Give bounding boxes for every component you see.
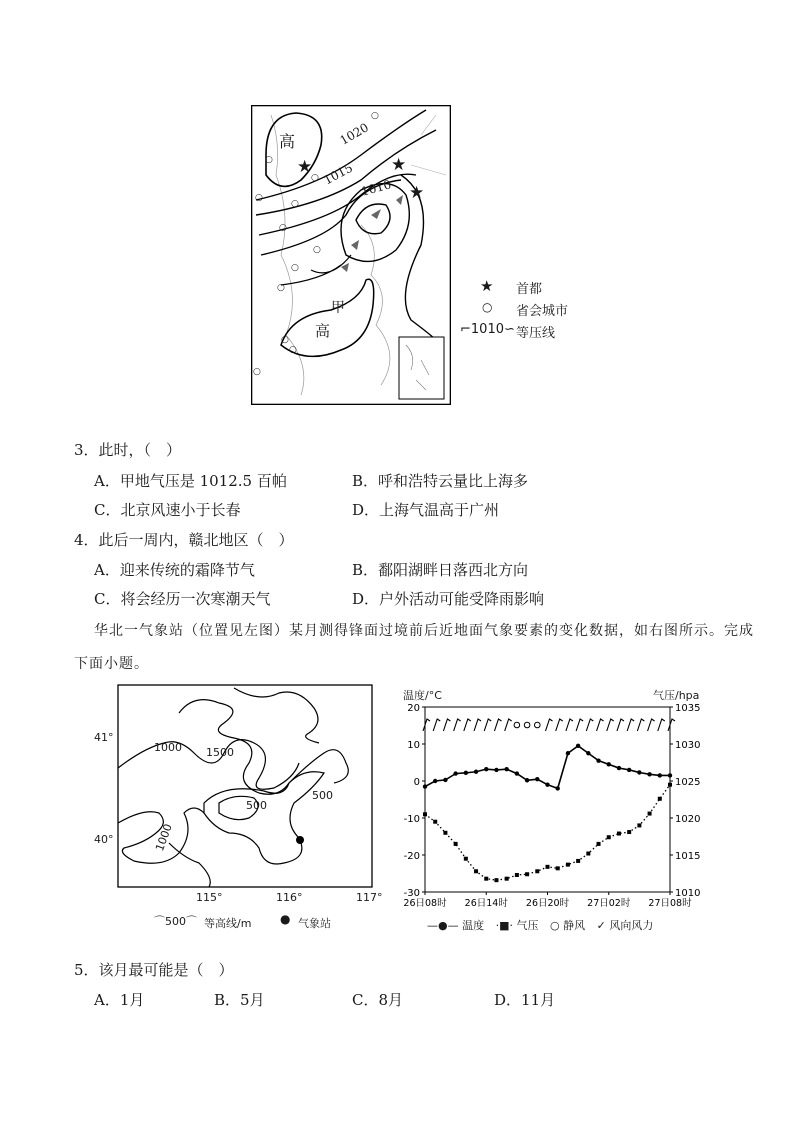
question-3-option-d[interactable]: D．上海气温高于广州 <box>352 501 500 519</box>
lon-label-116: 116° <box>276 891 303 904</box>
city-circle-icon: ○ <box>313 245 321 255</box>
temperature-point <box>484 767 488 771</box>
pressure-point <box>658 797 662 801</box>
left-axis-tick-label: -20 <box>403 851 420 862</box>
x-axis-tick-label: 27日08时 <box>648 898 692 909</box>
isobar-label-1020: 1020 <box>337 120 372 148</box>
city-circle-icon: ○ <box>289 345 297 355</box>
x-axis-tick-label: 27日02时 <box>587 898 631 909</box>
legend-wind-label: 风向风力 <box>609 919 654 932</box>
temperature-point <box>494 768 498 772</box>
pressure-point <box>505 877 509 881</box>
temperature-point <box>617 766 621 770</box>
contour-label-500-a: 500 <box>246 799 267 812</box>
temperature-point <box>556 786 560 790</box>
legend-wind-icon: ✓ <box>596 919 606 932</box>
city-circle-icon: ○ <box>291 199 299 209</box>
temperature-point <box>443 778 447 782</box>
topo-legend-contour-label: 等高线/m <box>204 917 252 930</box>
temperature-point <box>576 744 580 748</box>
temperature-point <box>545 783 549 787</box>
temperature-point <box>668 773 672 777</box>
capital-star-icon: ★ <box>391 155 407 175</box>
capital-star-icon: ★ <box>297 157 313 177</box>
question-5-option-a[interactable]: A．1月 <box>94 991 145 1009</box>
isobar-label-1015: 1015 <box>321 160 356 188</box>
question-5-stem: 5．该月最可能是（ ） <box>74 961 234 979</box>
pressure-point <box>464 857 468 861</box>
question-4-option-c[interactable]: C．将会经历一次寒潮天气 <box>94 590 271 608</box>
legend-star-icon: ★ <box>480 277 494 295</box>
topo-map-figure <box>84 683 384 933</box>
temperature-point <box>566 751 570 755</box>
pressure-point <box>535 869 539 873</box>
temperature-point <box>658 773 662 777</box>
left-axis-tick-label: 0 <box>413 777 420 788</box>
temperature-point <box>423 784 427 788</box>
legend-city-icon: ○ <box>482 300 493 314</box>
pressure-point <box>648 812 652 816</box>
temperature-point <box>586 751 590 755</box>
question-4-option-a[interactable]: A．迎来传统的霜降节气 <box>94 561 255 579</box>
map-label-high-bottom: 高 <box>315 322 331 340</box>
legend-isobar-sample: ⌐1010∽ <box>460 322 515 337</box>
temperature-point <box>627 768 631 772</box>
legend-isobar-value: 1010 <box>470 322 504 337</box>
pressure-point <box>597 842 601 846</box>
pressure-point <box>556 866 560 870</box>
temperature-point <box>433 779 437 783</box>
contour-label-1500: 1500 <box>206 746 234 759</box>
contour-label-1000-bottom: 1000 <box>153 822 175 853</box>
intro-line-1: 华北一气象站（位置见左图）某月测得锋面过境前后近地面气象要素的变化数据，如右图所示。完成 <box>94 623 754 639</box>
city-circle-icon: ○ <box>253 367 261 377</box>
pressure-point <box>515 873 519 877</box>
contour-label-1000-top: 1000 <box>154 741 182 754</box>
legend-calm-icon: ○ <box>550 919 560 932</box>
question-5-option-b[interactable]: B．5月 <box>214 991 265 1009</box>
map-label-jia: 甲 <box>331 300 345 316</box>
legend-capital-label: 首都 <box>516 282 543 297</box>
temperature-point <box>474 770 478 774</box>
right-axis-tick-label: 1015 <box>675 851 701 862</box>
pressure-point <box>637 823 641 827</box>
temperature-point <box>515 771 519 775</box>
pressure-point <box>576 859 580 863</box>
legend-temp-marker: —●— <box>427 919 459 932</box>
map-label-high-top: 高 <box>279 132 296 151</box>
x-axis-tick-label: 26日20时 <box>525 898 570 909</box>
lon-label-117: 117° <box>356 891 383 904</box>
chart-legend <box>427 917 717 933</box>
left-axis-tick-label: 10 <box>407 740 420 751</box>
city-circle-icon: ○ <box>255 193 263 203</box>
right-axis-tick-label: 1025 <box>675 777 701 788</box>
weather-map-figure <box>251 105 451 405</box>
pressure-point <box>443 831 447 835</box>
question-3-stem: 3．此时，（ ） <box>74 441 182 459</box>
right-axis-tick-label: 1020 <box>675 814 701 825</box>
question-4-option-d[interactable]: D．户外活动可能受降雨影响 <box>352 590 545 608</box>
topo-map-svg <box>84 683 384 933</box>
temperature-point <box>453 771 457 775</box>
legend-isobar-label: 等压线 <box>516 326 556 341</box>
legend-temp-label: 温度 <box>462 919 485 932</box>
chart-right-axis-title: 气压/hpa <box>653 689 700 702</box>
meteogram-figure <box>395 687 715 937</box>
question-5-option-d[interactable]: D．11月 <box>494 991 556 1009</box>
temperature-point <box>504 767 508 771</box>
weather-station-dot <box>296 836 304 844</box>
pressure-point <box>566 863 570 867</box>
question-5-option-c[interactable]: C．8月 <box>352 991 404 1009</box>
topo-legend-station-label: 气象站 <box>298 917 331 930</box>
right-axis-tick-label: 1030 <box>675 740 701 751</box>
temperature-point <box>647 772 651 776</box>
pressure-point <box>586 852 590 856</box>
pressure-point <box>494 878 498 882</box>
x-axis-tick-label: 26日14时 <box>464 898 508 909</box>
pressure-point <box>484 877 488 881</box>
isobar-label-1010: 1010 <box>359 177 393 199</box>
legend-calm-label: 静风 <box>563 919 586 932</box>
temperature-point <box>525 778 529 782</box>
pressure-point <box>617 832 621 836</box>
pressure-point <box>668 783 672 787</box>
pressure-point <box>525 872 529 876</box>
meteogram-svg <box>395 687 715 937</box>
city-circle-icon: ○ <box>291 263 299 273</box>
city-circle-icon: ○ <box>371 111 379 121</box>
pressure-point <box>474 869 478 873</box>
temperature-point <box>535 777 539 781</box>
contour-label-500-b: 500 <box>312 789 333 802</box>
pressure-point <box>627 830 631 834</box>
plot-frame <box>425 707 670 892</box>
topo-legend-station-icon: ● <box>280 912 291 926</box>
question-3-option-b[interactable]: B．呼和浩特云量比上海多 <box>352 472 529 490</box>
intro-line-2: 下面小题。 <box>74 656 149 672</box>
right-axis-tick-label: 1035 <box>675 703 701 714</box>
left-axis-tick-label: 20 <box>407 703 420 714</box>
city-circle-icon: ○ <box>277 283 285 293</box>
legend-pressure-label: 气压 <box>516 919 539 932</box>
temperature-point <box>637 770 641 774</box>
lon-label-115: 115° <box>196 891 223 904</box>
question-4-option-b[interactable]: B．鄱阳湖畔日落西北方向 <box>352 561 529 579</box>
question-3-option-a[interactable]: A．甲地气压是 1012.5 百帕 <box>94 472 287 490</box>
capital-star-icon: ★ <box>409 183 425 203</box>
left-axis-tick-label: -10 <box>403 814 420 825</box>
pressure-point <box>433 820 437 824</box>
legend-pressure-marker: ·■· <box>495 919 513 932</box>
right-axis-tick-label: 1010 <box>675 888 701 899</box>
temperature-point <box>464 771 468 775</box>
legend-city-label: 省会城市 <box>516 304 569 319</box>
topo-legend-contour-sample: ⌒500⌒ <box>154 915 197 928</box>
weather-map-legend <box>460 278 610 344</box>
x-axis-tick-label: 26日08时 <box>403 898 447 909</box>
chart-left-axis-title: 温度/°C <box>403 689 442 702</box>
pressure-point <box>423 812 427 816</box>
city-circle-icon: ○ <box>311 173 319 183</box>
lat-label-40: 40° <box>94 833 114 846</box>
lat-label-41: 41° <box>94 731 114 744</box>
city-circle-icon: ○ <box>265 155 273 165</box>
pressure-point <box>607 835 611 839</box>
city-circle-icon: ○ <box>279 223 287 233</box>
question-4-stem: 4．此后一周内，赣北地区（ ） <box>74 531 294 549</box>
topo-legend-contour-value: 500 <box>165 915 186 928</box>
left-axis-tick-label: -30 <box>403 888 420 899</box>
city-circle-icon: ○ <box>281 335 289 345</box>
pressure-point <box>546 865 550 869</box>
pressure-point <box>454 842 458 846</box>
question-3-option-c[interactable]: C．北京风速小于长春 <box>94 501 241 519</box>
temperature-point <box>596 758 600 762</box>
temperature-point <box>607 762 611 766</box>
